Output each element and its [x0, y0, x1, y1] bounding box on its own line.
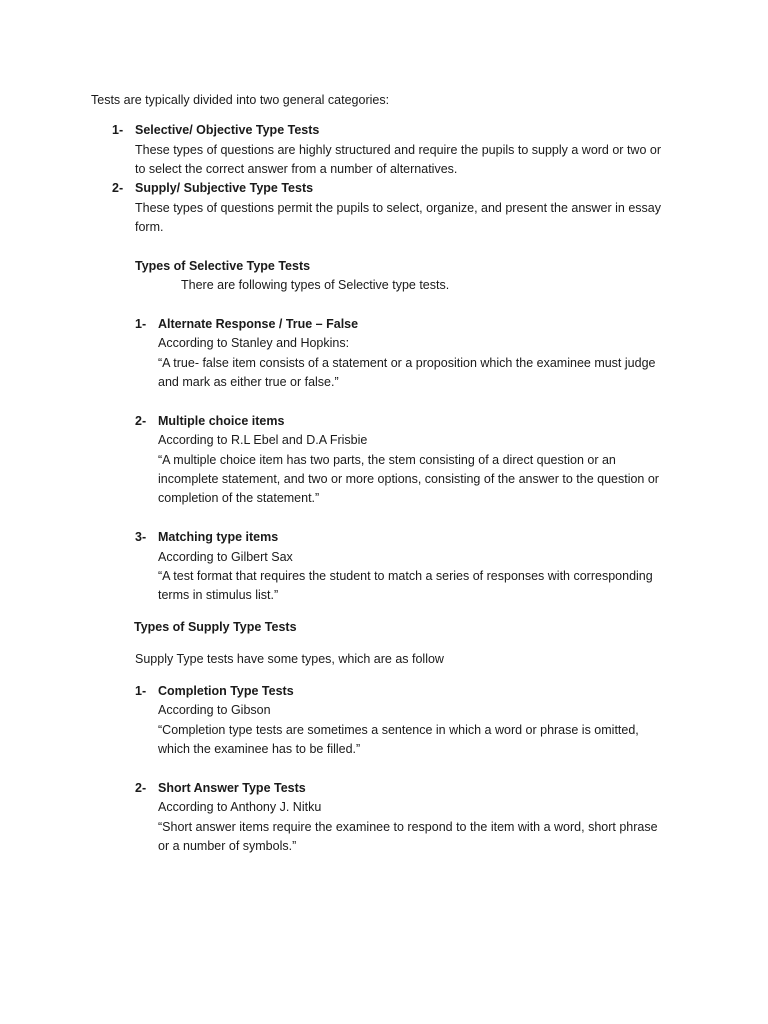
supply-item-1-source: According to Gibson — [158, 703, 271, 717]
selective-item-1-line-1: “A true- false item consists of a statement or a proposition which the examinee must judge — [158, 356, 656, 370]
selective-heading: Types of Selective Type Tests — [135, 259, 311, 273]
selective-intro: There are following types of Selective type tests. — [181, 278, 450, 292]
category-1-line-2: to select the correct answer from a number of alternatives. — [135, 162, 458, 176]
selective-item-2-number: 2- — [135, 414, 147, 428]
category-1-title: Selective/ Objective Type Tests — [135, 123, 320, 137]
selective-item-1-source: According to Stanley and Hopkins: — [158, 336, 350, 350]
category-2-line-2: form. — [135, 220, 164, 234]
selective-item-1-title: Alternate Response / True – False — [158, 317, 359, 331]
supply-item-2-title: Short Answer Type Tests — [158, 781, 306, 795]
selective-item-3-source: According to Gilbert Sax — [158, 550, 293, 564]
selective-item-2-title: Multiple choice items — [158, 414, 285, 428]
selective-item-3-number: 3- — [135, 530, 147, 544]
supply-item-2-number: 2- — [135, 781, 147, 795]
selective-item-2-line-3: completion of the statement.” — [158, 491, 320, 505]
selective-item-2-source: According to R.L Ebel and D.A Frisbie — [158, 433, 368, 447]
category-2-title: Supply/ Subjective Type Tests — [135, 181, 314, 195]
category-1-line-1: These types of questions are highly structured and require the pupils to supply a word or two or — [135, 143, 661, 157]
category-2-number: 2- — [112, 181, 124, 195]
supply-item-1-title: Completion Type Tests — [158, 684, 294, 698]
supply-intro: Supply Type tests have some types, which are as follow — [135, 652, 444, 666]
selective-item-1-number: 1- — [135, 317, 147, 331]
supply-item-1-line-1: “Completion type tests are sometimes a sentence in which a word or phrase is omitted, — [158, 723, 639, 737]
selective-item-3-line-2: terms in stimulus list.” — [158, 588, 279, 602]
selective-item-2-line-2: incomplete statement, and two or more options, consisting of the answer to the question or — [158, 472, 659, 486]
supply-heading: Types of Supply Type Tests — [134, 620, 297, 634]
supply-item-2-line-2: or a number of symbols.” — [158, 839, 297, 853]
supply-item-1-line-2: which the examinee has to be filled.” — [158, 742, 361, 756]
selective-item-1-line-2: and mark as either true or false.” — [158, 375, 339, 389]
intro-text: Tests are typically divided into two general categories: — [91, 93, 390, 107]
selective-item-3-line-1: “A test format that requires the student to match a series of responses with corresponding — [158, 569, 653, 583]
category-1-number: 1- — [112, 123, 124, 137]
supply-item-2-line-1: “Short answer items require the examinee to respond to the item with a word, short phrase — [158, 820, 658, 834]
selective-item-3-title: Matching type items — [158, 530, 279, 544]
selective-item-2-line-1: “A multiple choice item has two parts, the stem consisting of a direct question or an — [158, 453, 616, 467]
category-2-line-1: These types of questions permit the pupils to select, organize, and present the answer in essay — [135, 201, 661, 215]
supply-item-2-source: According to Anthony J. Nitku — [158, 800, 322, 814]
supply-item-1-number: 1- — [135, 684, 147, 698]
